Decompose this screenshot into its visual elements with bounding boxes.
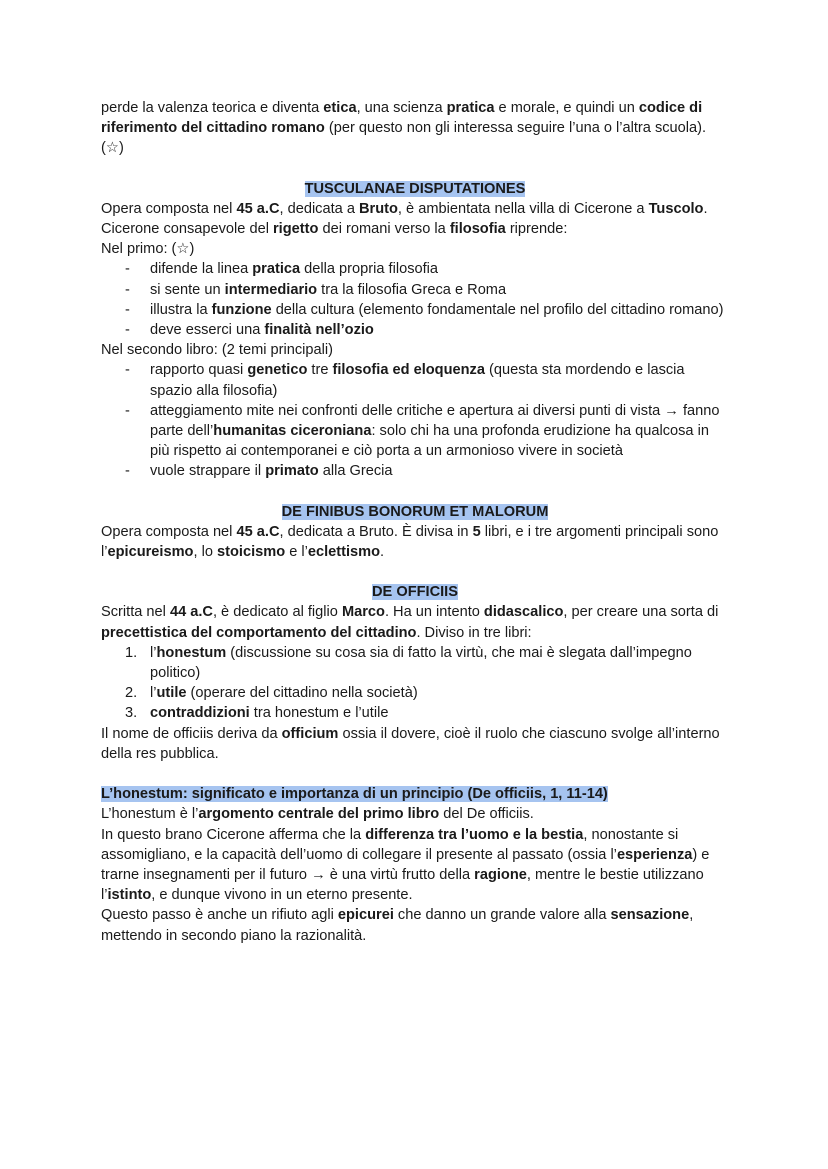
bold-text: stoicismo [217, 544, 286, 561]
text: del De officiis. [439, 806, 534, 823]
text: , nonostante si assomigliano, e la capacità dell’uomo di collegare il presente al passato (ossia l’ [101, 826, 679, 863]
text: . [380, 544, 385, 561]
bold-text: pratica [446, 100, 495, 116]
text: della cultura (elemento fondamentale nel profilo del cittadino romano) [271, 301, 724, 318]
honestum-heading [101, 784, 729, 804]
text: . Diviso in tre libri: [416, 624, 532, 641]
primo-list [101, 259, 729, 340]
text: rapporto quasi [150, 362, 248, 379]
bold-text: utile [156, 685, 187, 702]
text: che danno un grande valore alla [393, 907, 611, 924]
honestum-paragraph-1 [101, 804, 729, 824]
text: l’ [150, 685, 157, 702]
secondo-list [101, 360, 729, 481]
bold-text: epicureismo [107, 544, 194, 561]
bold-text: genetico [247, 362, 308, 379]
heading-text: DE FINIBUS BONORUM ET MALORUM [281, 503, 549, 520]
text: Opera composta nel [101, 200, 237, 217]
tusculanae-paragraph-1 [101, 199, 729, 219]
text: tre [307, 362, 333, 379]
list-item [101, 259, 729, 279]
text: tra la filosofia Greca e Roma [317, 281, 507, 298]
bold-text: 44 a.C [169, 604, 213, 621]
intro-paragraph [101, 98, 729, 159]
text: tra honestum e l’utile [249, 705, 389, 722]
text: Il nome de officiis deriva da [101, 725, 282, 742]
text: riprende: [505, 221, 568, 238]
list-item [101, 461, 729, 481]
deofficiis-paragraph-1 [101, 602, 729, 642]
honestum-paragraph-2 [101, 825, 729, 906]
text: , lo [193, 544, 218, 561]
list-item [101, 683, 729, 703]
bold-text: etica [323, 100, 357, 116]
bold-text: 45 a.C [236, 200, 280, 217]
text: , è dedicato al figlio [212, 604, 342, 621]
bold-text: differenza tra l’uomo e la bestia [365, 826, 584, 843]
text: : solo chi ha una profonda erudizione ha qualcosa in più rispetto ai contemporanei e ciò porta a un armonioso vivere in società [150, 423, 709, 460]
bold-text: Bruto [359, 200, 398, 217]
bold-text: funzione [211, 301, 272, 318]
bold-text: contraddizioni [150, 705, 250, 722]
bold-text: intermediario [224, 281, 318, 298]
text: atteggiamento mite nei confronti delle critiche e apertura ai diversi punti di vista → fanno parte dell’ [150, 402, 720, 440]
text: Cicerone consapevole del [101, 221, 273, 238]
text: dei romani verso la [318, 221, 450, 238]
text: e l’ [285, 544, 308, 561]
bold-text: didascalico [483, 604, 564, 621]
text: , e dunque vivono in un eterno presente. [151, 887, 413, 904]
list-item [101, 360, 729, 400]
bold-text: esperienza [616, 846, 693, 863]
text: , è ambientata nella villa di Cicerone a [397, 200, 649, 217]
text: (questa sta mordendo e lascia spazio alla filosofia) [150, 362, 685, 399]
text: ossia il dovere, cioè il ruolo che ciascuno svolge all’interno della res pubblica. [101, 725, 720, 762]
text: illustra la [150, 301, 212, 318]
bold-text: filosofia ed eloquenza [332, 362, 485, 379]
bold-text: codice di riferimento del cittadino romano [101, 100, 703, 137]
text: deve esserci una [150, 322, 265, 339]
bold-text: argomento centrale del primo libro [198, 806, 440, 823]
text: , dedicata a Bruto. È divisa in [279, 523, 473, 540]
bold-text: primato [265, 463, 319, 480]
text: della propria filosofia [300, 261, 439, 278]
text: Opera composta nel [101, 523, 237, 540]
text: , mettendo in secondo piano la razionalità. [101, 907, 694, 944]
bold-text: pratica [252, 261, 301, 278]
deofficiis-paragraph-2 [101, 724, 729, 764]
list-item [101, 280, 729, 300]
text: (operare del cittadino nella società) [186, 685, 418, 702]
bold-text: ragione [474, 866, 527, 883]
text: In questo brano Cicerone afferma che la [101, 826, 366, 843]
text: , dedicata a [279, 200, 359, 217]
bold-text: officium [281, 725, 339, 742]
bold-text: eclettismo [307, 544, 381, 561]
text: L’honestum è l’ [101, 806, 199, 823]
bold-text: humanitas ciceroniana [213, 423, 372, 440]
text: perde la valenza teorica e diventa [101, 100, 324, 116]
text: ) e trarne insegnamenti per il futuro → è una virtù frutto della [101, 846, 710, 883]
list-item [101, 643, 729, 683]
bold-text: istinto [107, 887, 152, 904]
text: , per creare una sorta di [563, 604, 719, 621]
bold-text: sensazione [610, 907, 690, 924]
text: l’ [150, 644, 157, 661]
document-content [101, 98, 729, 946]
bold-text: honestum [156, 644, 227, 661]
bold-text: 45 a.C [236, 523, 280, 540]
text: libri, e i tre argomenti principali sono l’ [101, 523, 719, 561]
text: si sente un [150, 281, 225, 298]
text: (per questo non gli interessa seguire l’una o l’altra scuola). (☆) [101, 120, 707, 157]
text: , mentre le bestie utilizzano l’ [101, 866, 704, 904]
list-item [101, 300, 729, 320]
list-item [101, 401, 729, 462]
secondo-label: Nel secondo libro: (2 temi principali) [101, 342, 333, 359]
text: Questo passo è anche un rifiuto agli [101, 907, 338, 924]
text: alla Grecia [318, 463, 393, 480]
heading-text: L’honestum: significato e importanza di un principio (De officiis, 1, 11-14) [101, 786, 608, 803]
text: . [703, 200, 708, 217]
text: (discussione su cosa sia di fatto la virtù, che mai è slegata dall’impegno politico) [150, 644, 692, 682]
text: . Ha un intento [384, 604, 484, 621]
text: vuole strappare il [150, 463, 266, 480]
text: , una scienza [356, 100, 447, 116]
list-item [101, 703, 729, 723]
text: difende la linea [150, 261, 253, 278]
bold-text: precettistica del comportamento del cittadino [101, 624, 417, 641]
list-number: 2. [125, 685, 138, 702]
tusculanae-paragraph-2 [101, 219, 729, 239]
list-item [101, 320, 729, 340]
bold-text: Tuscolo [648, 200, 704, 217]
definibus-paragraph [101, 522, 729, 562]
text: Scritta nel [101, 604, 170, 621]
honestum-paragraph-3 [101, 905, 729, 945]
heading-text: DE OFFICIIS [372, 584, 458, 601]
bold-text: finalità nell’ozio [264, 322, 374, 339]
tusculanae-heading [101, 179, 729, 199]
deofficiis-heading [101, 582, 729, 602]
bold-text: filosofia [449, 221, 506, 238]
definibus-heading [101, 502, 729, 522]
libri-list [101, 643, 729, 724]
text: e morale, e quindi un [494, 100, 639, 116]
bold-text: epicurei [337, 907, 394, 924]
list-number: 3. [125, 705, 138, 722]
list-number: 1. [125, 644, 138, 661]
bold-text: Marco [341, 604, 385, 621]
primo-label: Nel primo: (☆) [101, 241, 195, 258]
bold-text: rigetto [273, 221, 319, 238]
bold-text: 5 [472, 523, 481, 540]
heading-text: TUSCULANAE DISPUTATIONES [304, 180, 526, 197]
